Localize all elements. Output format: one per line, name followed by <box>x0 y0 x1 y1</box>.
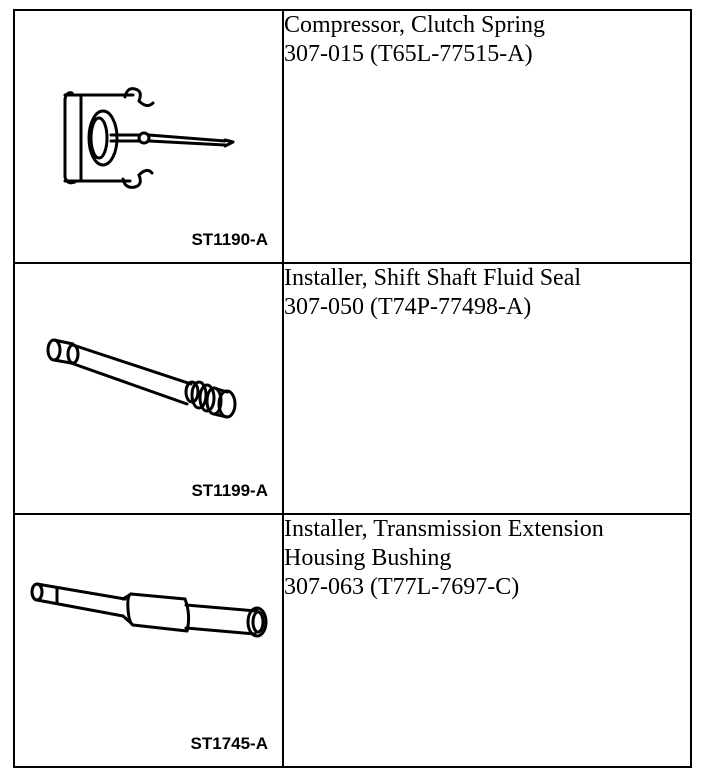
tool-figure-cell <box>14 514 283 767</box>
tool-row <box>14 263 691 514</box>
tool-number: 307-063 (T77L-7697-C) <box>284 574 520 600</box>
tool-row <box>14 10 691 263</box>
tool-name-continued: Housing Bushing <box>284 545 452 571</box>
figure-code: ST1745-A <box>190 734 268 753</box>
tool-description-cell <box>283 10 691 263</box>
tool-name: Compressor, Clutch Spring <box>284 12 546 38</box>
figure-code: ST1199-A <box>191 481 268 500</box>
tool-name: Installer, Shift Shaft Fluid Seal <box>284 265 582 291</box>
figure-code: ST1190-A <box>191 230 268 249</box>
tool-description-cell <box>283 514 691 767</box>
tool-row <box>14 514 691 767</box>
tool-figure-cell <box>14 10 283 263</box>
shift-shaft-seal-installer-icon <box>15 264 282 515</box>
clutch-spring-compressor-icon <box>15 11 282 264</box>
tool-figure-cell <box>14 263 283 514</box>
tool-name: Installer, Transmission Extension <box>284 516 604 542</box>
tool-number: 307-050 (T74P-77498-A) <box>284 294 532 320</box>
extension-housing-bushing-installer-icon <box>15 515 282 768</box>
tool-description-cell <box>283 263 691 514</box>
special-tools-table <box>13 9 692 768</box>
tool-number: 307-015 (T65L-77515-A) <box>284 41 533 67</box>
